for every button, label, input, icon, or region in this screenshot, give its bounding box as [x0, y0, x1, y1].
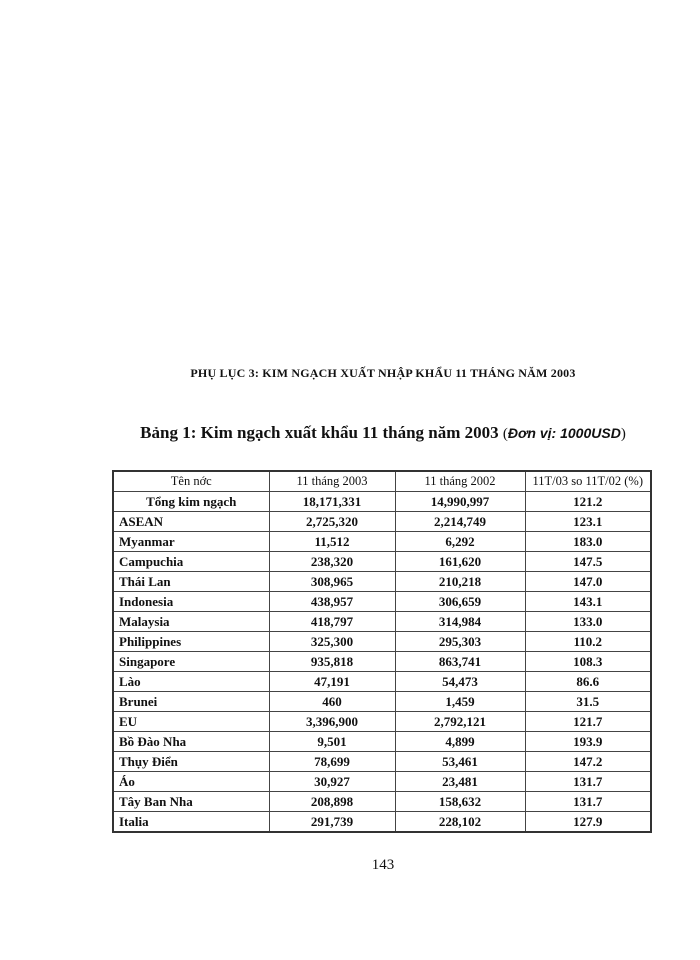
export-table [112, 470, 652, 833]
table-row [113, 572, 651, 592]
table-caption-title: Bảng 1: Kim ngạch xuất khẩu 11 tháng năm 2003 [140, 423, 499, 442]
column-header: 11T/03 so 11T/02 (%) [525, 471, 651, 492]
table-row [113, 712, 651, 732]
value-2003-cell: 3,396,900 [269, 712, 395, 732]
table-row [113, 792, 651, 812]
value-2002-cell: 158,632 [395, 792, 525, 812]
value-2002-cell: 1,459 [395, 692, 525, 712]
table-row [113, 592, 651, 612]
value-2003-cell: 291,739 [269, 812, 395, 833]
value-2002-cell: 6,292 [395, 532, 525, 552]
table-row [113, 652, 651, 672]
ratio-cell: 147.2 [525, 752, 651, 772]
value-2003-cell: 47,191 [269, 672, 395, 692]
country-cell: Malaysia [113, 612, 269, 632]
value-2003-cell: 325,300 [269, 632, 395, 652]
value-2003-cell: 2,725,320 [269, 512, 395, 532]
unit-close-paren: ) [620, 426, 626, 442]
table-row [113, 632, 651, 652]
country-cell: Áo [113, 772, 269, 792]
country-cell: Campuchia [113, 552, 269, 572]
ratio-cell: 31.5 [525, 692, 651, 712]
country-cell: Bồ Đào Nha [113, 732, 269, 752]
country-cell: Indonesia [113, 592, 269, 612]
country-cell: Philippines [113, 632, 269, 652]
column-header: Tên nớc [113, 471, 269, 492]
ratio-cell: 133.0 [525, 612, 651, 632]
table-row [113, 692, 651, 712]
value-2003-cell: 935,818 [269, 652, 395, 672]
table-caption [0, 423, 700, 443]
value-2002-cell: 295,303 [395, 632, 525, 652]
country-cell: ASEAN [113, 512, 269, 532]
value-2003-cell: 238,320 [269, 552, 395, 572]
ratio-cell: 193.9 [525, 732, 651, 752]
ratio-cell: 143.1 [525, 592, 651, 612]
ratio-cell: 123.1 [525, 512, 651, 532]
value-2002-cell: 4,899 [395, 732, 525, 752]
ratio-cell: 127.9 [525, 812, 651, 833]
table-row [113, 812, 651, 833]
ratio-cell: 183.0 [525, 532, 651, 552]
value-2002-cell: 314,984 [395, 612, 525, 632]
country-cell: Tây Ban Nha [113, 792, 269, 812]
value-2003-cell: 438,957 [269, 592, 395, 612]
page-number: 143 [371, 857, 395, 873]
value-2002-cell: 161,620 [395, 552, 525, 572]
table-row [113, 672, 651, 692]
country-cell: Italia [113, 812, 269, 833]
column-header: 11 tháng 2002 [395, 471, 525, 492]
column-header: 11 tháng 2003 [269, 471, 395, 492]
value-2002-cell: 14,990,997 [395, 492, 525, 512]
country-cell: EU [113, 712, 269, 732]
appendix-title: PHỤ LỤC 3: KIM NGẠCH XUẤT NHẬP KHẨU 11 THÁNG NĂM 2003 [190, 366, 576, 380]
country-cell: Tổng kim ngạch [113, 492, 269, 512]
value-2003-cell: 460 [269, 692, 395, 712]
table-row [113, 552, 651, 572]
country-cell: Myanmar [113, 532, 269, 552]
value-2002-cell: 863,741 [395, 652, 525, 672]
value-2003-cell: 418,797 [269, 612, 395, 632]
value-2002-cell: 23,481 [395, 772, 525, 792]
value-2003-cell: 30,927 [269, 772, 395, 792]
country-cell: Thái Lan [113, 572, 269, 592]
ratio-cell: 121.2 [525, 492, 651, 512]
ratio-cell: 131.7 [525, 792, 651, 812]
table-row [113, 512, 651, 532]
table-row [113, 532, 651, 552]
table-row [113, 752, 651, 772]
ratio-cell: 121.7 [525, 712, 651, 732]
value-2003-cell: 78,699 [269, 752, 395, 772]
value-2003-cell: 18,171,331 [269, 492, 395, 512]
unit-label: Đơn vị: 1000USD [507, 425, 621, 441]
country-cell: Singapore [113, 652, 269, 672]
ratio-cell: 86.6 [525, 672, 651, 692]
value-2003-cell: 208,898 [269, 792, 395, 812]
country-cell: Brunei [113, 692, 269, 712]
total-row [113, 492, 651, 512]
value-2002-cell: 306,659 [395, 592, 525, 612]
ratio-cell: 131.7 [525, 772, 651, 792]
value-2002-cell: 54,473 [395, 672, 525, 692]
ratio-cell: 147.0 [525, 572, 651, 592]
value-2003-cell: 11,512 [269, 532, 395, 552]
ratio-cell: 110.2 [525, 632, 651, 652]
value-2002-cell: 210,218 [395, 572, 525, 592]
ratio-cell: 108.3 [525, 652, 651, 672]
value-2003-cell: 9,501 [269, 732, 395, 752]
value-2003-cell: 308,965 [269, 572, 395, 592]
country-cell: Thụy Điển [113, 752, 269, 772]
table-header-row [113, 471, 651, 492]
value-2002-cell: 228,102 [395, 812, 525, 833]
value-2002-cell: 2,792,121 [395, 712, 525, 732]
country-cell: Lào [113, 672, 269, 692]
table-body [113, 492, 651, 833]
table-row [113, 612, 651, 632]
table-row [113, 772, 651, 792]
value-2002-cell: 2,214,749 [395, 512, 525, 532]
table-row [113, 732, 651, 752]
ratio-cell: 147.5 [525, 552, 651, 572]
value-2002-cell: 53,461 [395, 752, 525, 772]
unit-open-paren: ( [502, 426, 508, 442]
